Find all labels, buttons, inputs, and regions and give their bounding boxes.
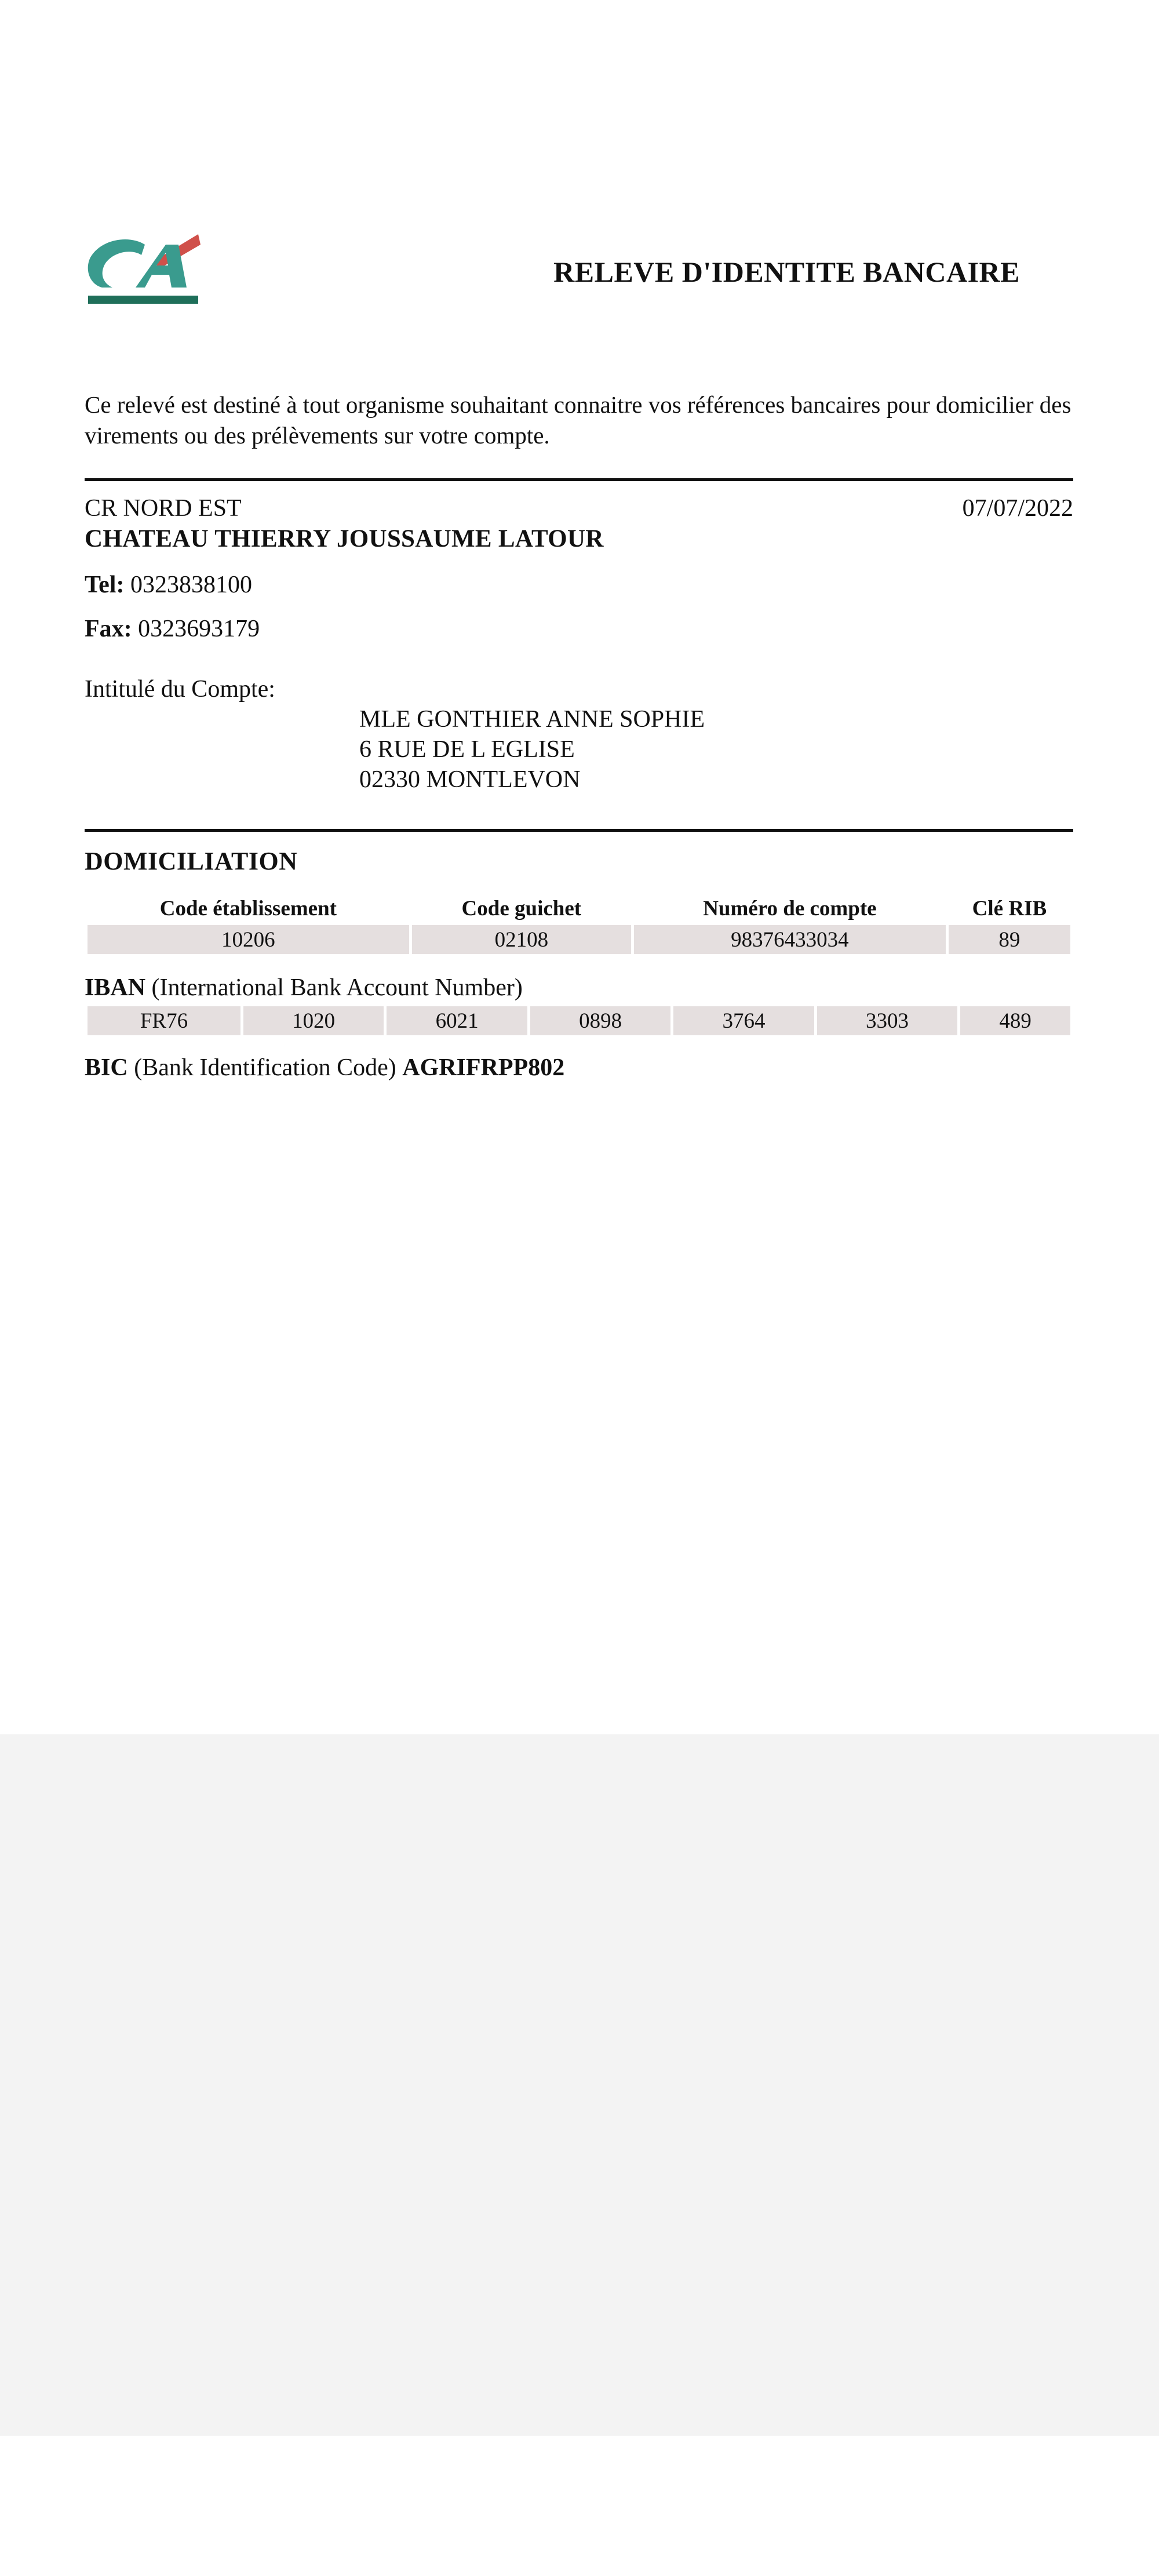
intro-text: Ce relevé est destiné à tout organisme souhaitant connaitre vos références bancaires pour domicilier des virements ou des prélèvements sur votre compte. <box>85 391 1071 449</box>
bank-code: 10206 <box>88 925 409 954</box>
account-number: 98376433034 <box>634 925 946 954</box>
iban-table <box>85 1005 1073 1037</box>
rib-header-row <box>88 893 1070 923</box>
document-date: 07/07/2022 <box>962 495 1073 522</box>
phone-number: 0323838100 <box>130 572 252 598</box>
document-title: RELEVE D'IDENTITE BANCAIRE <box>553 256 1020 288</box>
account-holder <box>359 704 705 795</box>
iban-label <box>85 974 523 1002</box>
holder-street: 6 RUE DE L EGLISE <box>359 736 575 763</box>
viewer-background <box>0 1734 1159 2436</box>
iban-group: 6021 <box>387 1006 527 1035</box>
branch-region: CR NORD EST <box>85 495 242 522</box>
iban-label-bold: IBAN <box>85 974 146 1001</box>
iban-label-text: (International Bank Account Number) <box>145 974 523 1001</box>
bic-label-text: (Bank Identification Code) <box>127 1054 403 1081</box>
iban-group: 3303 <box>817 1006 957 1035</box>
domiciliation-title: DOMICILIATION <box>85 847 298 875</box>
divider <box>85 478 1073 481</box>
fax-number: 0323693179 <box>138 616 260 642</box>
iban-group: FR76 <box>88 1006 240 1035</box>
header-rib-key: Clé RIB <box>972 896 1047 920</box>
bic-line <box>85 1054 564 1082</box>
header-branch-code: Code guichet <box>461 896 582 920</box>
rib-value-row <box>88 925 1070 954</box>
phone-label: Tel: <box>85 572 125 598</box>
iban-group: 3764 <box>673 1006 814 1035</box>
branch-code: 02108 <box>412 925 631 954</box>
divider <box>85 829 1073 832</box>
holder-name: MLE GONTHIER ANNE SOPHIE <box>359 706 705 733</box>
header-bank-code: Code établissement <box>159 896 337 920</box>
bic-code: AGRIFRPP802 <box>402 1054 565 1081</box>
bank-logo-icon <box>85 227 201 311</box>
phone-line <box>85 571 252 599</box>
holder-city: 02330 MONTLEVON <box>359 766 581 793</box>
agency-name: CHATEAU THIERRY JOUSSAUME LATOUR <box>85 525 604 552</box>
bic-label-bold: BIC <box>85 1054 128 1081</box>
account-title-label: Intitulé du Compte: <box>85 676 275 703</box>
iban-group: 1020 <box>243 1006 384 1035</box>
iban-row <box>88 1006 1070 1035</box>
header-account-number: Numéro de compte <box>703 896 877 920</box>
rib-table <box>85 892 1073 956</box>
fax-line <box>85 615 260 643</box>
iban-group: 0898 <box>530 1006 670 1035</box>
rib-key: 89 <box>949 925 1070 954</box>
fax-label: Fax: <box>85 616 132 642</box>
iban-group: 489 <box>960 1006 1070 1035</box>
